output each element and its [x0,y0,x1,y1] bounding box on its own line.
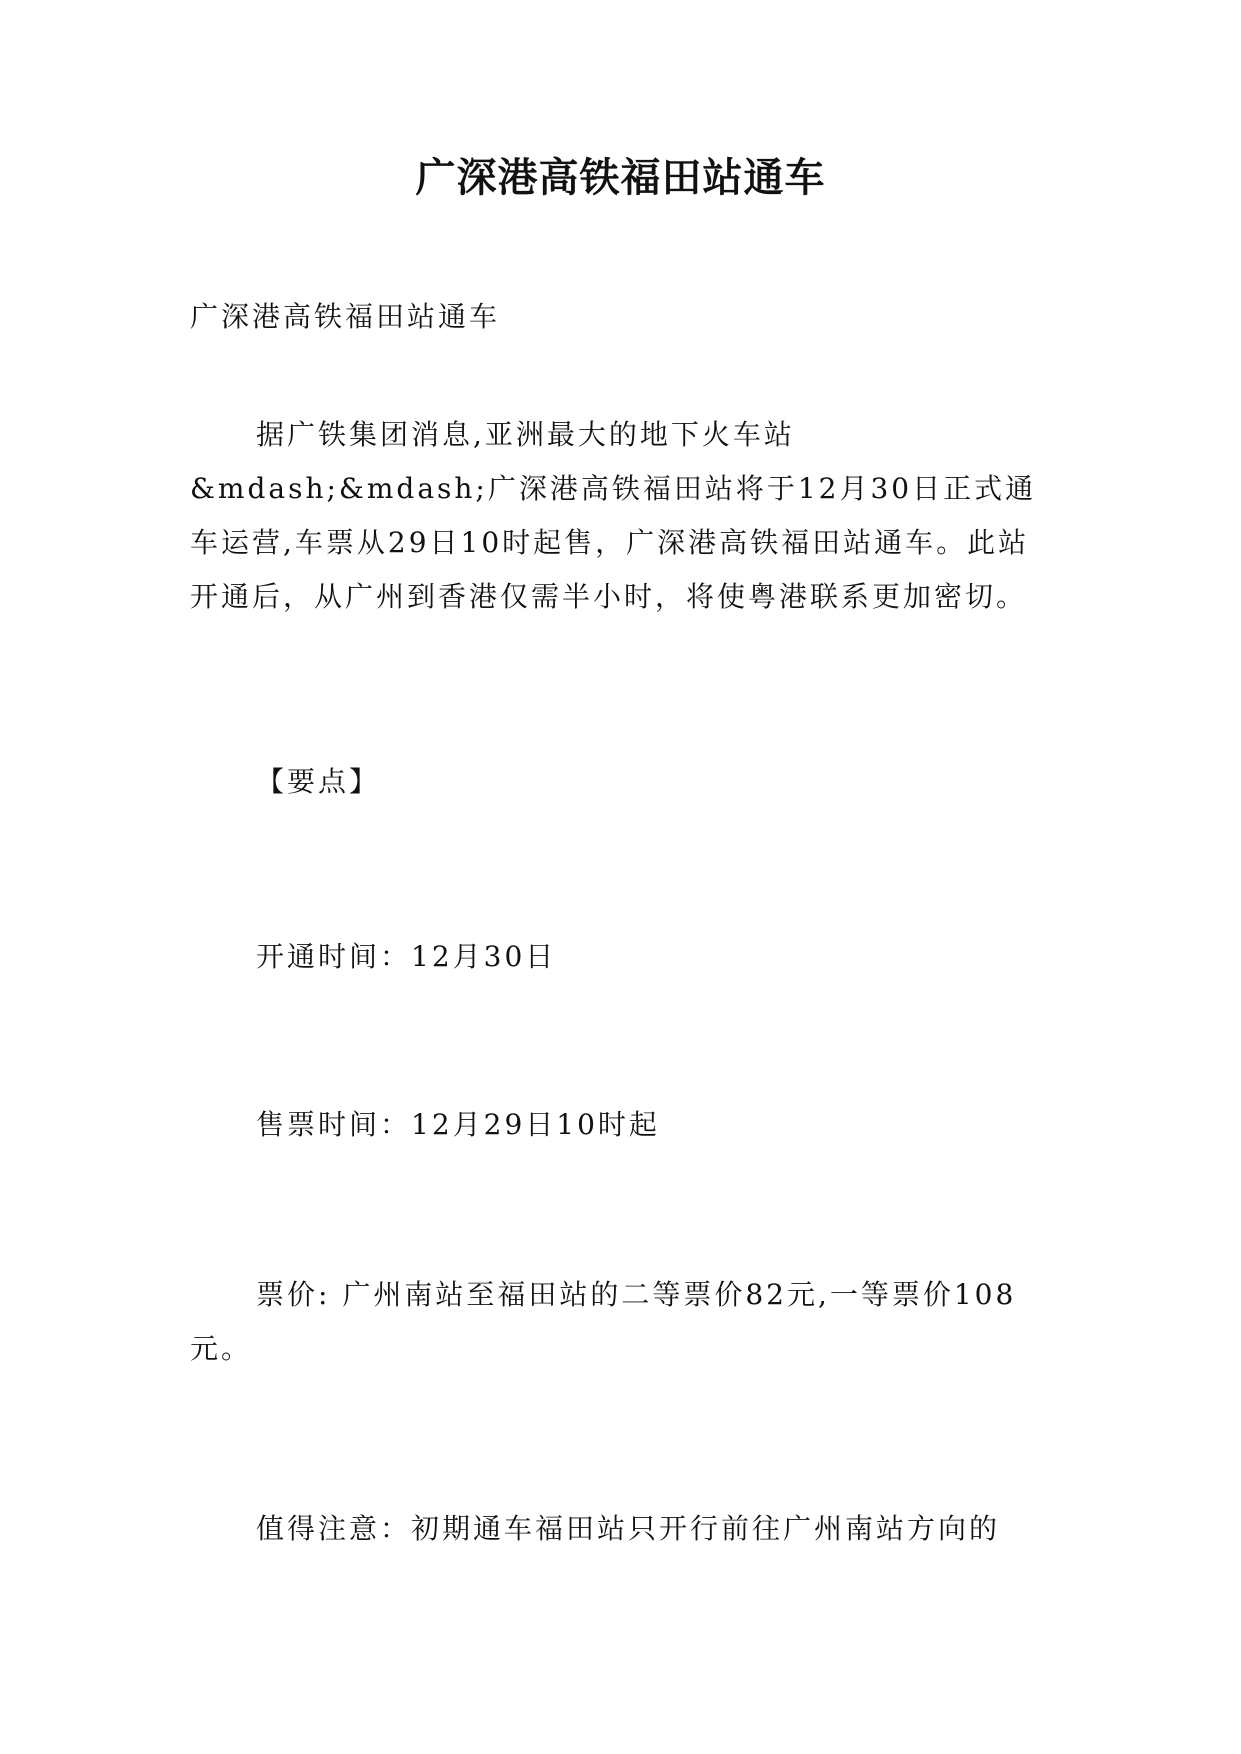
document-subtitle: 广深港高铁福田站通车 [190,300,501,333]
key-points-heading: 【要点】 [256,765,381,798]
ticket-sale-time-line: 售票时间：12月29日10时起 [256,1108,660,1141]
notice-paragraph: 值得注意：初期通车福田站只开行前往广州南站方向的 [256,1512,1001,1545]
open-time-line: 开通时间：12月30日 [256,940,557,973]
intro-paragraph: 据广铁集团消息,亚洲最大的地下火车站&mdash;&mdash;广深港高铁福田站将于12月30日正式通车运营,车票从29日10时起售，广深港高铁福田站通车。此站开通后，从广州到香港仅需半小时，将使粤港联系更加密切。 [190,418,1037,613]
fare-paragraph: 票价: 广州南站至福田站的二等票价82元,一等票价108元。 [190,1278,1017,1365]
document-title: 广深港高铁福田站通车 [415,154,826,201]
